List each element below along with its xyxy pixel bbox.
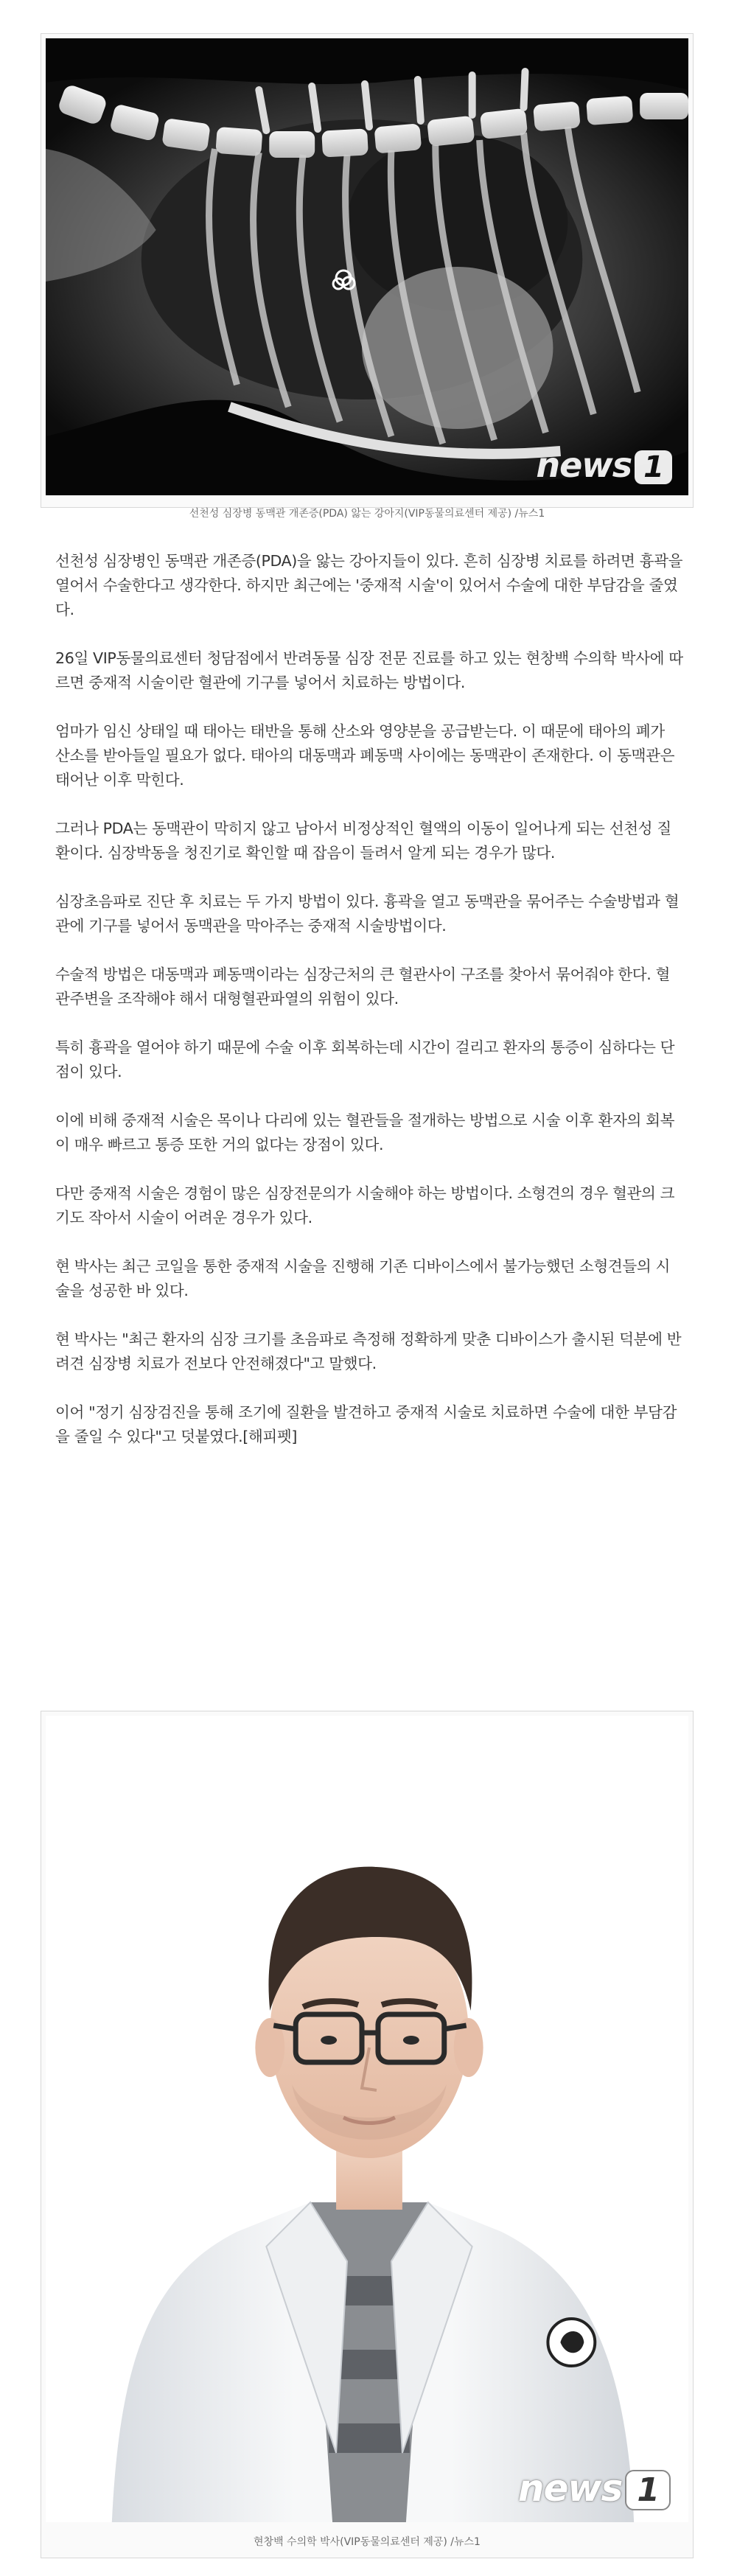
article-paragraph: 이에 비해 중재적 시술은 목이나 다리에 있는 혈관들을 절개하는 방법으로 시술 이후 환자의 회복이 매우 빠르고 통증 또한 거의 없다는 장점이 있다. (55, 1111, 675, 1153)
article-paragraph: 엄마가 임신 상태일 때 태아는 태반을 통해 산소와 영양분을 공급받는다. 이 때문에 태아의 폐가 산소를 받아들일 필요가 없다. 태아의 대동맥과 폐동맥 사이에는 동맥관이 존재한다. 이 동맥관은 태어난 이후 막힌다. (55, 722, 675, 789)
xray-figure (41, 33, 694, 520)
news1-watermark (518, 2467, 671, 2510)
article-paragraph: 수술적 방법은 대동맥과 폐동맥이라는 심장근처의 큰 혈관사이 구조를 찾아서 묶어줘야 한다. 혈관주변을 조작해야 해서 대형혈관파열의 위험이 있다. (55, 966, 670, 1008)
article-paragraph: 특히 흉곽을 열어야 하기 때문에 수술 이후 회복하는데 시간이 걸리고 환자의 통증이 심하다는 단점이 있다. (55, 1039, 675, 1081)
news1-watermark (536, 445, 672, 485)
article-paragraph: 그러나 PDA는 동맥관이 막히지 않고 남아서 비정상적인 혈액의 이동이 일어나게 되는 선천성 질환이다. 심장박동을 청진기로 확인할 때 잡음이 들려서 알게 되는 경우가 많다. (55, 820, 671, 862)
article-paragraph: 선천성 심장병인 동맥관 개존증(PDA)을 앓는 강아지들이 있다. 흔히 심장병 치료를 하려면 흉곽을 열어서 수술한다고 생각한다. 하지만 최근에는 '중재적 시술'이 있어서 수술에 대한 부담감을 줄였다. (55, 552, 683, 618)
portrait-caption: 현창백 수의학 박사(VIP동물의료센터 제공) /뉴스1 (254, 2536, 481, 2548)
article-paragraph: 다만 중재적 시술은 경험이 많은 심장전문의가 시술해야 하는 방법이다. 소형견의 경우 혈관의 크기도 작아서 시술이 어려운 경우가 있다. (55, 1184, 675, 1226)
article-paragraph: 심장초음파로 진단 후 치료는 두 가지 방법이 있다. 흉곽을 열고 동맥관을 묶어주는 수술방법과 혈관에 기구를 넣어서 동맥관을 막아주는 중재적 시술방법이다. (55, 893, 680, 935)
article-paragraph: 현 박사는 최근 코일을 통한 중재적 시술을 진행해 기존 디바이스에서 불가능했던 소형견들의 시술을 성공한 바 있다. (55, 1257, 670, 1299)
article-paragraph: 26일 VIP동물의료센터 청담점에서 반려동물 심장 전문 진료를 하고 있는 현창백 수의학 박사에 따르면 중재적 시술이란 혈관에 기구를 넣어서 치료하는 방법이다. (55, 649, 683, 691)
watermark-text: news (517, 2467, 623, 2510)
watermark-badge: 1 (635, 450, 672, 484)
portrait-image (46, 1716, 688, 2522)
article-paragraph: 현 박사는 "최근 환자의 심장 크기를 초음파로 측정해 정확하게 맞춘 디바이스가 출시된 덕분에 반려견 심장병 치료가 전보다 안전해졌다"고 말했다. (55, 1330, 682, 1372)
watermark-text: news (536, 445, 632, 485)
xray-caption: 선천성 심장병 동맥관 개존증(PDA) 앓는 강아지(VIP동물의료센터 제공) /뉴스1 (189, 508, 545, 520)
article-body (55, 549, 683, 1473)
xray-image (46, 38, 688, 495)
watermark-badge: 1 (625, 2470, 671, 2510)
article-paragraph: 이어 "정기 심장검진을 통해 조기에 질환을 발견하고 중재적 시술로 치료하면 수술에 대한 부담감을 줄일 수 있다"고 덧붙였다.[해피펫] (55, 1403, 677, 1445)
portrait-figure (41, 1711, 694, 2558)
